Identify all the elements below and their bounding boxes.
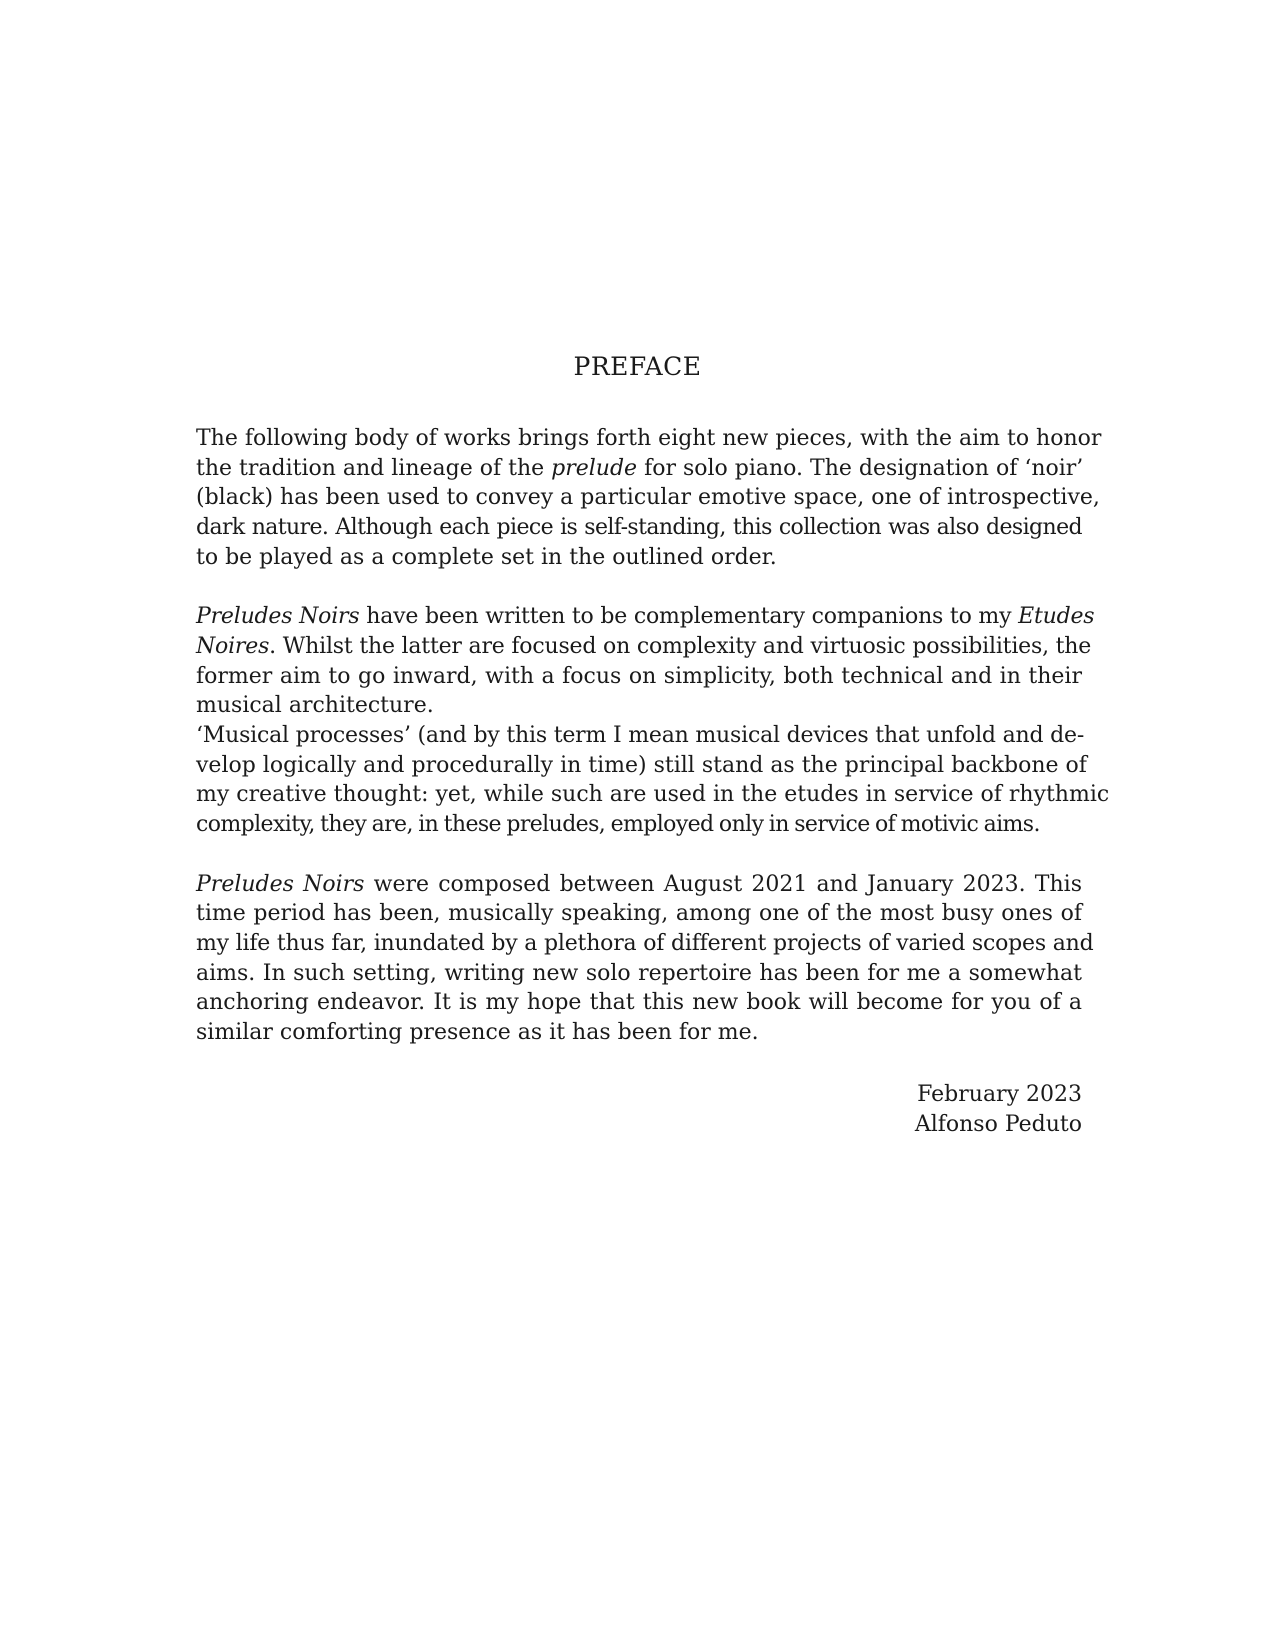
text-line: musical architecture. xyxy=(196,693,434,719)
text-line: anchoring endeavor. It is my hope that this new book will become for you of a xyxy=(196,990,1082,1016)
text-line: complexity, they are, in these preludes, employed only in service of motivic aims. xyxy=(196,812,1040,838)
text-line: velop logically and procedurally in time) still stand as the principal backbone of xyxy=(196,752,1087,778)
italic-term: prelude xyxy=(551,455,638,481)
italic-title: Etudes xyxy=(1018,604,1095,630)
paragraph-companions xyxy=(196,602,1095,721)
text-line: similar comforting presence as it has been for me. xyxy=(196,1020,759,1046)
text-line xyxy=(196,454,1082,484)
text-line: aims. In such setting, writing new solo repertoire has been for me a somewhat xyxy=(196,960,1082,986)
text-line: my life thus far, inundated by a plethora of different projects of varied scopes and xyxy=(196,930,1094,956)
signature-block xyxy=(915,1080,1082,1139)
paragraph-composition xyxy=(196,870,1094,1048)
preface-body xyxy=(196,424,1110,1048)
italic-title: Noires xyxy=(196,633,270,659)
text-line xyxy=(196,632,1092,662)
text-line: dark nature. Although each piece is self-standing, this collection was also designed xyxy=(196,515,1082,541)
paragraph-processes xyxy=(196,721,1110,840)
text-line xyxy=(196,870,1082,900)
text-run: the tradition and lineage of the xyxy=(196,455,552,481)
text-run: . Whilst the latter are focused on complexity and virtuosic possibilities, the xyxy=(269,633,1092,659)
text-run: for solo piano. The designation of ‘noir’ xyxy=(637,455,1084,481)
page-title: PREFACE xyxy=(573,352,702,381)
text-line: my creative thought: yet, while such are used in the etudes in service of rhythmic xyxy=(196,782,1110,808)
text-run: were composed between August 2021 and January 2023. This xyxy=(364,871,1082,897)
italic-title: Preludes Noirs xyxy=(196,604,360,630)
text-line: former aim to go inward, with a focus on simplicity, both technical and in their xyxy=(196,663,1082,689)
text-line xyxy=(196,602,1095,632)
italic-title: Preludes Noirs xyxy=(196,871,365,897)
text-line: (black) has been used to convey a particular emotive space, one of introspective, xyxy=(196,485,1100,511)
paragraph-intro xyxy=(196,424,1102,573)
signature-author: Alfonso Peduto xyxy=(914,1111,1082,1137)
text-line: ‘Musical processes’ (and by this term I mean musical devices that unfold and de- xyxy=(196,723,1085,749)
text-line: time period has been, musically speaking, among one of the most busy ones of xyxy=(196,901,1082,927)
text-line: The following body of works brings forth eight new pieces, with the aim to honor xyxy=(196,426,1102,451)
text-run: have been written to be complementary companions to my xyxy=(359,604,1019,630)
text-line: to be played as a complete set in the outlined order. xyxy=(196,544,777,570)
signature-date: February 2023 xyxy=(917,1082,1082,1107)
